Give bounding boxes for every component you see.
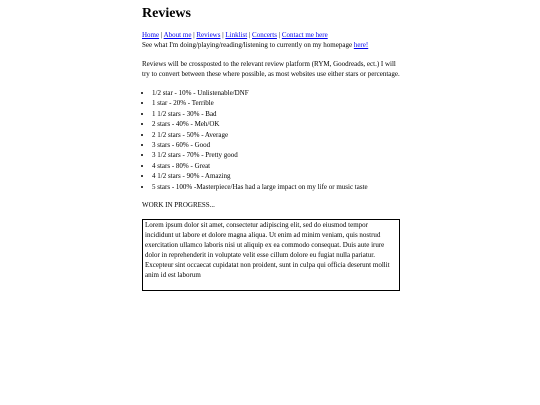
- homepage-link[interactable]: here!: [353, 41, 369, 49]
- list-item: • 3 1/2 stars - 70% - Pretty good: [152, 150, 402, 160]
- list-item: • 1/2 star - 10% - Unlistenable/DNF: [152, 88, 402, 98]
- nav-link-about-me[interactable]: About me: [163, 31, 192, 39]
- page-title: Reviews: [142, 6, 191, 21]
- nav-link-concerts[interactable]: Concerts: [252, 31, 277, 39]
- intro-line: [142, 40, 402, 50]
- nav-bar: [142, 30, 402, 40]
- list-item: • 5 stars - 100% -Masterpiece/Has had a large impact on my life or music taste: [152, 182, 402, 192]
- ratings-list: [142, 88, 402, 192]
- nav-separator: |: [191, 31, 197, 39]
- list-item: • 1 1/2 stars - 30% - Bad: [152, 109, 402, 119]
- nav-link-linklist[interactable]: Linklist: [225, 31, 248, 39]
- list-item: • 1 star - 20% - Terrible: [152, 98, 402, 108]
- nav-separator: |: [159, 31, 164, 39]
- nav-link-home[interactable]: Home: [142, 31, 160, 39]
- lorem-box: Lorem ipsum dolor sit amet, consectetur adipiscing elit, sed do eiusmod tempor incididunt ut labore et dolore magna aliqua. Ut enim ad minim veniam, quis nostrud exercitation ullamco laboris nisi ut aliquip ex ea commodo consequat. Duis aute irure dolor in reprehenderit in voluptate velit esse cillum dolore eu fugiat nulla pariatur. Excepteur sint occaecat cupidatat non proident, sunt in culpa qui officia deserunt mollit anim id est laborum: [142, 219, 400, 291]
- list-item: • 2 1/2 stars - 50% - Average: [152, 130, 402, 140]
- nav-separator: |: [276, 31, 282, 39]
- nav-link-contact[interactable]: Contact me here: [281, 31, 328, 39]
- list-item: • 4 stars - 80% - Great: [152, 161, 402, 171]
- status-text: WORK IN PROGRESS...: [142, 201, 215, 210]
- page-content: [142, 6, 402, 291]
- description-paragraph: Reviews will be crossposted to the relevant review platform (RYM, Goodreads, ect.) I will try to convert between these where possible, as most websites use either stars or percentage.: [142, 60, 400, 78]
- intro-text: See what I'm doing/playing/reading/listening to currently on my homepage: [142, 41, 354, 49]
- nav-separator: |: [247, 31, 253, 39]
- nav-separator: |: [220, 31, 226, 39]
- list-item: • 2 stars - 40% - Meh/OK: [152, 119, 402, 129]
- list-item: • 4 1/2 stars - 90% - Amazing: [152, 171, 402, 181]
- list-item: • 3 stars - 60% - Good: [152, 140, 402, 150]
- nav-link-reviews[interactable]: Reviews: [196, 31, 221, 39]
